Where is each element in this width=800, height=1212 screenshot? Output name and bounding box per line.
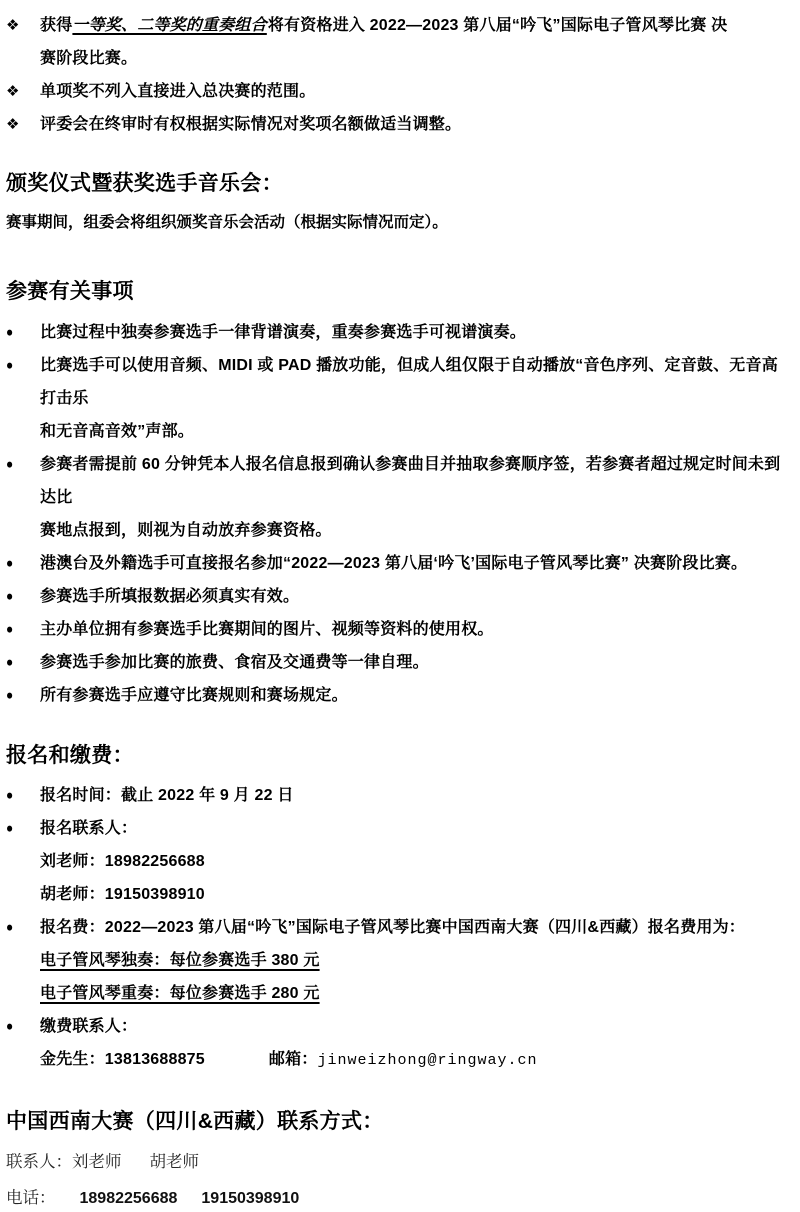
list-item [6,679,794,712]
note-underlined-text: 一等奖、二等奖的重奏组合 [72,17,267,34]
rule-text: 参赛选手所填报数据必须真实有效。 [40,588,300,605]
section-heading-registration: 报名和缴费： [6,744,134,767]
email-label: 邮箱： [268,1051,318,1068]
registration-contact-label: 报名联系人： [40,820,138,837]
note-text: 评委会在终审时有权根据实际情况对奖项名额做适当调整。 [40,116,462,133]
contact-phones-line [6,1185,794,1212]
disc-bullet-icon: ● [6,653,14,670]
rule-text: 和无音高音效”声部。 [40,423,195,440]
participation-list [6,316,794,712]
disc-bullet-icon: ● [6,686,14,703]
list-item [6,75,794,108]
contact-phone: 19150398910 [201,1190,300,1207]
diamond-bullet-icon: ❖ [6,17,20,34]
list-item [6,779,794,812]
note-text: 单项奖不列入直接进入总决赛的范围。 [40,83,316,100]
rule-text: 比赛选手可以使用音频、MIDI 或 PAD 播放功能，但成人组仅限于自动播放“音色序列、定音鼓、无音高打击乐 [40,357,778,407]
list-item [6,613,794,646]
list-item [6,1010,794,1077]
diamond-bullet-icon: ❖ [6,83,20,100]
rule-text: 参赛选手参加比赛的旅费、食宿及交通费等一律自理。 [40,654,429,671]
contact-person: 胡老师 [149,1152,199,1171]
contact-phone-label: 电话： [6,1188,56,1207]
contact-persons-line [6,1149,794,1175]
award-ceremony-body: 赛事期间，组委会将组织颁奖音乐会活动（根据实际情况而定）。 [6,214,448,231]
contact-phone: 18982256688 [79,1190,178,1207]
registration-list [6,779,794,1077]
list-item [6,812,794,911]
list-item [6,349,794,448]
disc-bullet-icon: ● [6,554,14,571]
rule-text: 赛地点报到，则视为自动放弃参赛资格。 [40,522,332,539]
disc-bullet-icon: ● [6,786,14,803]
award-notes-list [6,6,794,141]
section-heading-southwest-contact: 中国西南大赛（四川&西藏）联系方式： [6,1110,384,1133]
disc-bullet-icon: ● [6,819,14,836]
disc-bullet-icon: ● [6,587,14,604]
fee-intro: 报名费：2022—2023 第八届“吟飞”国际电子管风琴比赛中国西南大赛（四川&西藏）报名费用为： [40,919,745,936]
disc-bullet-icon: ● [6,620,14,637]
list-item [6,646,794,679]
disc-bullet-icon: ● [6,356,14,373]
rule-text: 比赛过程中独奏参赛选手一律背谱演奏，重奏参赛选手可视谱演奏。 [40,324,527,341]
registration-deadline: 报名时间：截止 2022 年 9 月 22 日 [40,787,294,804]
disc-bullet-icon: ● [6,323,14,340]
contact-person-label: 联系人： [6,1152,72,1171]
disc-bullet-icon: ● [6,918,14,935]
note-text: 将有资格进入 2022—2023 第八届“吟飞”国际电子管风琴比赛 决 [267,17,728,34]
list-item [6,108,794,141]
rule-text: 港澳台及外籍选手可直接报名参加“2022—2023 第八届‘吟飞’国际电子管风琴比赛” 决赛阶段比赛。 [40,555,748,572]
list-item [6,911,794,1010]
contact-person: 刘老师 [72,1152,122,1171]
registration-contact: 刘老师：18982256688 [40,853,205,870]
registration-contact: 胡老师：19150398910 [40,886,205,903]
section-heading-award-ceremony: 颁奖仪式暨获奖选手音乐会： [6,172,283,195]
rule-text: 参赛者需提前 60 分钟凭本人报名信息报到确认参赛曲目并抽取参赛顺序签，若参赛者超过规定时间未到达比 [40,456,781,506]
list-item [6,448,794,547]
rule-text: 主办单位拥有参赛选手比赛期间的图片、视频等资料的使用权。 [40,621,494,638]
payment-contact: 金先生：13813688875 [40,1051,205,1068]
list-item [6,580,794,613]
payment-contact-label: 缴费联系人： [40,1018,138,1035]
note-text: 获得 [40,17,73,34]
list-item [6,316,794,349]
list-item [6,9,794,75]
note-text: 赛阶段比赛。 [40,50,138,67]
diamond-bullet-icon: ❖ [6,116,20,133]
rule-text: 所有参赛选手应遵守比赛规则和赛场规定。 [40,687,348,704]
payment-email: jinweizhong@ringway.cn [317,1052,538,1069]
fee-ensemble: 电子管风琴重奏：每位参赛选手 280 元 [40,985,320,1002]
fee-solo: 电子管风琴独奏：每位参赛选手 380 元 [40,952,320,969]
disc-bullet-icon: ● [6,455,14,472]
disc-bullet-icon: ● [6,1017,14,1034]
list-item [6,547,794,580]
section-heading-participation: 参赛有关事项 [6,280,134,303]
